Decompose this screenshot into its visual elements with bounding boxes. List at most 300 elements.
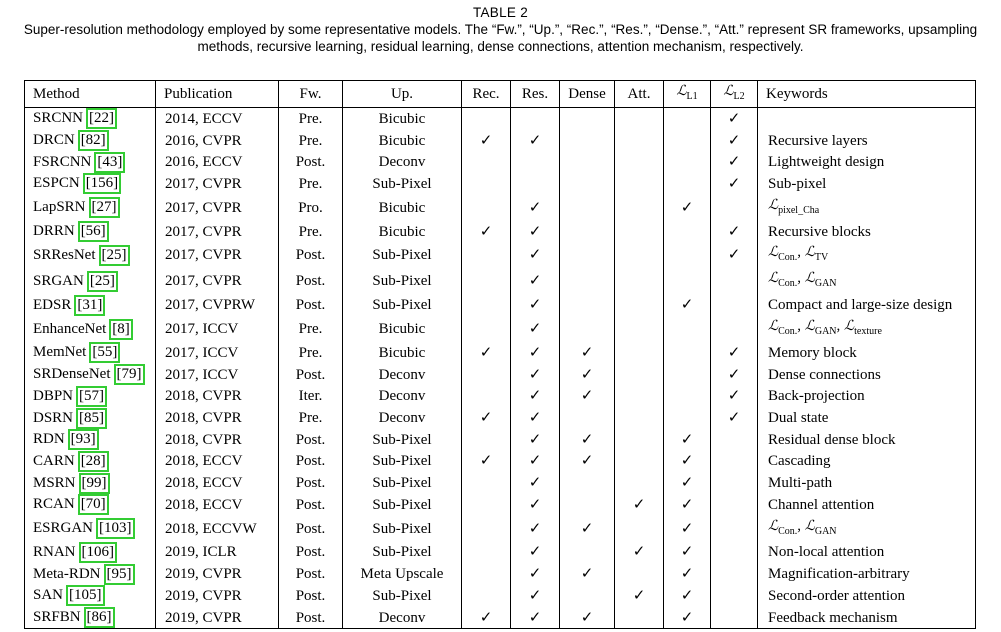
header-method: Method xyxy=(25,81,156,108)
dense-cell xyxy=(560,451,615,473)
keywords-cell xyxy=(758,316,976,342)
citation-link[interactable]: [105] xyxy=(66,585,105,606)
keywords-cell xyxy=(758,494,976,516)
citation-link[interactable]: [25] xyxy=(99,245,130,266)
citation-link[interactable]: [79] xyxy=(114,364,145,385)
keywords-cell xyxy=(758,607,976,629)
l1-cell xyxy=(664,407,711,429)
citation-link[interactable]: [156] xyxy=(83,173,122,194)
keywords-cell xyxy=(758,563,976,585)
publication-cell: 2017, CVPRW xyxy=(156,294,279,316)
publication-cell: 2019, ICLR xyxy=(156,542,279,564)
check-mark-icon: ✓ xyxy=(727,223,741,240)
method-cell xyxy=(25,173,156,195)
framework-cell: Pre. xyxy=(279,221,343,243)
table-row xyxy=(25,173,976,195)
loss-subscript: pixel_Cha xyxy=(778,204,820,216)
keyword-text: , xyxy=(797,318,805,335)
citation-link[interactable]: [57] xyxy=(76,386,107,407)
method-cell xyxy=(25,294,156,316)
keywords-cell xyxy=(758,294,976,316)
framework-cell: Iter. xyxy=(279,386,343,408)
res-cell xyxy=(511,429,560,451)
upsampling-cell: Sub-Pixel xyxy=(343,516,462,542)
att-cell xyxy=(615,221,664,243)
res-cell xyxy=(511,195,560,221)
upsampling-cell: Sub-Pixel xyxy=(343,472,462,494)
check-mark-icon: ✓ xyxy=(528,297,542,314)
loss-subscript: GAN xyxy=(814,278,837,290)
method-name: Meta-RDN xyxy=(33,565,101,582)
rec-cell xyxy=(462,494,511,516)
framework-cell: Pro. xyxy=(279,195,343,221)
l2-cell xyxy=(711,151,758,173)
check-mark-icon: ✓ xyxy=(632,587,646,604)
keywords-cell xyxy=(758,130,976,152)
rec-cell xyxy=(462,607,511,629)
att-cell xyxy=(615,563,664,585)
check-mark-icon: ✓ xyxy=(727,366,741,383)
dense-cell xyxy=(560,407,615,429)
att-cell xyxy=(615,268,664,294)
method-cell xyxy=(25,386,156,408)
check-mark-icon: ✓ xyxy=(528,132,542,149)
att-cell xyxy=(615,195,664,221)
table-row xyxy=(25,516,976,542)
framework-cell: Post. xyxy=(279,294,343,316)
keyword-text: Magnification-arbitrary xyxy=(768,566,910,583)
citation-link[interactable]: [93] xyxy=(68,429,99,450)
citation-link[interactable]: [99] xyxy=(79,473,110,494)
att-cell xyxy=(615,585,664,607)
l2-cell xyxy=(711,407,758,429)
table-row xyxy=(25,607,976,629)
rec-cell xyxy=(462,173,511,195)
framework-cell: Post. xyxy=(279,242,343,268)
citation-link[interactable]: [82] xyxy=(78,130,109,151)
citation-link[interactable]: [55] xyxy=(89,342,120,363)
citation-link[interactable]: [103] xyxy=(96,518,135,539)
method-cell xyxy=(25,151,156,173)
keyword-text: Back-projection xyxy=(768,388,865,405)
framework-cell: Pre. xyxy=(279,316,343,342)
keywords-cell xyxy=(758,151,976,173)
citation-link[interactable]: [70] xyxy=(78,494,109,515)
method-name: CARN xyxy=(33,452,75,469)
att-cell xyxy=(615,173,664,195)
l1-cell xyxy=(664,342,711,364)
rec-cell xyxy=(462,342,511,364)
dense-cell xyxy=(560,242,615,268)
loss-subscript: Con. xyxy=(778,278,798,290)
upsampling-cell: Bicubic xyxy=(343,195,462,221)
loss-symbol: ℒ xyxy=(768,196,779,213)
l2-cell xyxy=(711,221,758,243)
loss-subscript: Con. xyxy=(778,525,798,537)
l1-sub: L1 xyxy=(686,91,698,102)
keywords-cell xyxy=(758,242,976,268)
framework-cell: Pre. xyxy=(279,342,343,364)
upsampling-cell: Deconv xyxy=(343,386,462,408)
header-up: Up. xyxy=(343,81,462,108)
publication-cell: 2018, ECCV xyxy=(156,451,279,473)
att-cell xyxy=(615,130,664,152)
header-row xyxy=(25,81,976,108)
table-header xyxy=(25,81,976,108)
check-mark-icon: ✓ xyxy=(727,247,741,264)
check-mark-icon: ✓ xyxy=(632,544,646,561)
keywords-cell xyxy=(758,342,976,364)
check-mark-icon: ✓ xyxy=(528,247,542,264)
check-mark-icon: ✓ xyxy=(680,475,694,492)
rec-cell xyxy=(462,268,511,294)
check-mark-icon: ✓ xyxy=(580,520,594,537)
method-cell xyxy=(25,429,156,451)
rec-cell xyxy=(462,585,511,607)
l2-symbol: ℒ xyxy=(723,83,734,99)
table-row xyxy=(25,407,976,429)
upsampling-cell: Deconv xyxy=(343,151,462,173)
keyword-text: Lightweight design xyxy=(768,154,885,171)
check-mark-icon: ✓ xyxy=(479,132,493,149)
keywords-cell xyxy=(758,173,976,195)
loss-subscript: texture xyxy=(854,326,882,338)
publication-cell: 2017, ICCV xyxy=(156,316,279,342)
keyword-text: Memory block xyxy=(768,344,857,361)
l1-cell xyxy=(664,268,711,294)
header-dense: Dense xyxy=(560,81,615,108)
check-mark-icon: ✓ xyxy=(528,410,542,427)
l2-cell xyxy=(711,585,758,607)
citation-link[interactable]: [31] xyxy=(74,295,105,316)
citation-link[interactable]: [22] xyxy=(86,108,117,129)
loss-symbol: ℒ xyxy=(804,270,815,287)
l1-cell xyxy=(664,542,711,564)
table-row xyxy=(25,342,976,364)
method-name: RNAN xyxy=(33,543,76,560)
l2-cell xyxy=(711,494,758,516)
publication-cell: 2019, CVPR xyxy=(156,607,279,629)
publication-cell: 2017, CVPR xyxy=(156,173,279,195)
header-fw: Fw. xyxy=(279,81,343,108)
citation-link[interactable]: [85] xyxy=(76,408,107,429)
rec-cell xyxy=(462,151,511,173)
keywords-cell xyxy=(758,542,976,564)
header-l1 xyxy=(664,81,711,108)
loss-symbol: ℒ xyxy=(768,517,779,534)
l2-cell xyxy=(711,607,758,629)
method-cell xyxy=(25,364,156,386)
citation-link[interactable]: [8] xyxy=(109,319,133,340)
table-row xyxy=(25,242,976,268)
method-name: SRResNet xyxy=(33,246,96,263)
res-cell xyxy=(511,130,560,152)
loss-subscript: Con. xyxy=(778,326,798,338)
upsampling-cell: Sub-Pixel xyxy=(343,429,462,451)
res-cell xyxy=(511,451,560,473)
check-mark-icon: ✓ xyxy=(479,609,493,626)
method-name: RDN xyxy=(33,431,65,448)
citation-link[interactable]: [86] xyxy=(84,607,115,628)
method-cell xyxy=(25,342,156,364)
keyword-text: Residual dense block xyxy=(768,431,896,448)
table-body xyxy=(25,108,976,629)
table-row xyxy=(25,585,976,607)
res-cell xyxy=(511,563,560,585)
check-mark-icon: ✓ xyxy=(680,520,694,537)
table-row xyxy=(25,429,976,451)
l2-cell xyxy=(711,242,758,268)
method-cell xyxy=(25,407,156,429)
framework-cell: Post. xyxy=(279,494,343,516)
check-mark-icon: ✓ xyxy=(528,388,542,405)
res-cell xyxy=(511,316,560,342)
method-cell xyxy=(25,108,156,130)
loss-subscript: TV xyxy=(814,252,829,264)
l1-cell xyxy=(664,195,711,221)
check-mark-icon: ✓ xyxy=(528,475,542,492)
upsampling-cell: Bicubic xyxy=(343,130,462,152)
att-cell xyxy=(615,294,664,316)
upsampling-cell: Sub-Pixel xyxy=(343,242,462,268)
att-cell xyxy=(615,429,664,451)
method-cell xyxy=(25,472,156,494)
check-mark-icon: ✓ xyxy=(680,566,694,583)
citation-link[interactable]: [25] xyxy=(87,271,118,292)
res-cell xyxy=(511,294,560,316)
loss-symbol: ℒ xyxy=(804,244,815,261)
l2-cell xyxy=(711,173,758,195)
upsampling-cell: Bicubic xyxy=(343,342,462,364)
keywords-cell xyxy=(758,407,976,429)
check-mark-icon: ✓ xyxy=(680,587,694,604)
l2-cell xyxy=(711,364,758,386)
rec-cell xyxy=(462,386,511,408)
check-mark-icon: ✓ xyxy=(528,544,542,561)
keywords-cell xyxy=(758,429,976,451)
check-mark-icon: ✓ xyxy=(680,544,694,561)
dense-cell xyxy=(560,151,615,173)
loss-symbol: ℒ xyxy=(804,318,815,335)
dense-cell xyxy=(560,108,615,130)
citation-link[interactable]: [56] xyxy=(78,221,109,242)
table-row xyxy=(25,130,976,152)
rec-cell xyxy=(462,516,511,542)
loss-subscript: GAN xyxy=(814,326,837,338)
check-mark-icon: ✓ xyxy=(680,496,694,513)
att-cell xyxy=(615,494,664,516)
publication-cell: 2018, ECCVW xyxy=(156,516,279,542)
method-name: DSRN xyxy=(33,409,74,426)
upsampling-cell: Sub-Pixel xyxy=(343,585,462,607)
l1-cell xyxy=(664,429,711,451)
l1-cell xyxy=(664,494,711,516)
l1-cell xyxy=(664,130,711,152)
table-row xyxy=(25,294,976,316)
rec-cell xyxy=(462,195,511,221)
citation-link[interactable]: [95] xyxy=(104,564,135,585)
loss-symbol: ℒ xyxy=(844,318,855,335)
res-cell xyxy=(511,268,560,294)
l1-cell xyxy=(664,607,711,629)
header-att: Att. xyxy=(615,81,664,108)
publication-cell: 2017, CVPR xyxy=(156,195,279,221)
citation-link[interactable]: [27] xyxy=(89,197,120,218)
keywords-cell xyxy=(758,268,976,294)
keywords-cell xyxy=(758,195,976,221)
framework-cell: Post. xyxy=(279,516,343,542)
att-cell xyxy=(615,451,664,473)
table-row xyxy=(25,542,976,564)
l2-cell xyxy=(711,516,758,542)
rec-cell xyxy=(462,294,511,316)
upsampling-cell: Sub-Pixel xyxy=(343,173,462,195)
method-name: DBPN xyxy=(33,387,74,404)
l2-cell xyxy=(711,563,758,585)
keyword-text: , xyxy=(797,244,805,261)
methodology-table xyxy=(24,80,976,629)
method-name: ESRGAN xyxy=(33,520,94,537)
framework-cell: Pre. xyxy=(279,130,343,152)
dense-cell xyxy=(560,195,615,221)
keyword-text: , xyxy=(797,270,805,287)
framework-cell: Pre. xyxy=(279,173,343,195)
res-cell xyxy=(511,494,560,516)
upsampling-cell: Sub-Pixel xyxy=(343,294,462,316)
keyword-text: Dual state xyxy=(768,410,829,427)
method-name: SRCNN xyxy=(33,110,84,127)
l2-cell xyxy=(711,195,758,221)
table-row xyxy=(25,563,976,585)
method-name: RCAN xyxy=(33,496,75,513)
l1-cell xyxy=(664,316,711,342)
publication-cell: 2019, CVPR xyxy=(156,563,279,585)
method-cell xyxy=(25,195,156,221)
dense-cell xyxy=(560,386,615,408)
table-row xyxy=(25,364,976,386)
res-cell xyxy=(511,364,560,386)
res-cell xyxy=(511,242,560,268)
l2-cell xyxy=(711,429,758,451)
table-row xyxy=(25,221,976,243)
att-cell xyxy=(615,364,664,386)
l1-cell xyxy=(664,294,711,316)
check-mark-icon: ✓ xyxy=(580,609,594,626)
l1-cell xyxy=(664,386,711,408)
keyword-text: Compact and large-size design xyxy=(768,297,953,314)
check-mark-icon: ✓ xyxy=(680,453,694,470)
att-cell xyxy=(615,386,664,408)
method-cell xyxy=(25,130,156,152)
method-cell xyxy=(25,585,156,607)
publication-cell: 2017, CVPR xyxy=(156,242,279,268)
att-cell xyxy=(615,542,664,564)
citation-link[interactable]: [28] xyxy=(78,451,109,472)
header-l2 xyxy=(711,81,758,108)
method-cell xyxy=(25,516,156,542)
caption-text: Super-resolution methodology employed by some representative models. The “Fw.”, “Up.”, “Rec.”, “Res.”, “Dense.”, “Att.” represent SR frameworks, upsampling methods, recursive learning, residual learning, dense connections, attention mechanism, respectively. xyxy=(23,22,978,54)
citation-link[interactable]: [43] xyxy=(94,152,125,173)
res-cell xyxy=(511,173,560,195)
method-name: EnhanceNet xyxy=(33,320,107,337)
publication-cell: 2018, CVPR xyxy=(156,386,279,408)
rec-cell xyxy=(462,221,511,243)
citation-link[interactable]: [106] xyxy=(79,542,118,563)
check-mark-icon: ✓ xyxy=(580,566,594,583)
table-row xyxy=(25,268,976,294)
publication-cell: 2016, CVPR xyxy=(156,130,279,152)
rec-cell xyxy=(462,130,511,152)
upsampling-cell: Sub-Pixel xyxy=(343,494,462,516)
res-cell xyxy=(511,221,560,243)
table-row xyxy=(25,386,976,408)
keyword-text: , xyxy=(797,517,805,534)
check-mark-icon: ✓ xyxy=(528,496,542,513)
l2-cell xyxy=(711,386,758,408)
rec-cell xyxy=(462,364,511,386)
keywords-cell xyxy=(758,221,976,243)
l2-cell xyxy=(711,542,758,564)
dense-cell xyxy=(560,585,615,607)
table-label: TABLE 2 xyxy=(472,5,529,20)
res-cell xyxy=(511,516,560,542)
l1-cell xyxy=(664,108,711,130)
method-cell xyxy=(25,563,156,585)
att-cell xyxy=(615,607,664,629)
check-mark-icon: ✓ xyxy=(528,453,542,470)
keyword-text: Multi-path xyxy=(768,475,833,492)
check-mark-icon: ✓ xyxy=(528,587,542,604)
rec-cell xyxy=(462,451,511,473)
keyword-text: Sub-pixel xyxy=(768,175,827,192)
dense-cell xyxy=(560,173,615,195)
l2-cell xyxy=(711,472,758,494)
framework-cell: Post. xyxy=(279,451,343,473)
publication-cell: 2018, CVPR xyxy=(156,429,279,451)
dense-cell xyxy=(560,130,615,152)
l2-cell xyxy=(711,268,758,294)
header-rec: Rec. xyxy=(462,81,511,108)
rec-cell xyxy=(462,242,511,268)
dense-cell xyxy=(560,516,615,542)
header-publication: Publication xyxy=(156,81,279,108)
l1-cell xyxy=(664,585,711,607)
att-cell xyxy=(615,242,664,268)
publication-cell: 2017, ICCV xyxy=(156,342,279,364)
loss-subscript: GAN xyxy=(814,525,837,537)
table-row xyxy=(25,316,976,342)
check-mark-icon: ✓ xyxy=(479,453,493,470)
upsampling-cell: Deconv xyxy=(343,407,462,429)
l1-cell xyxy=(664,451,711,473)
loss-symbol: ℒ xyxy=(768,270,779,287)
publication-cell: 2019, CVPR xyxy=(156,585,279,607)
method-cell xyxy=(25,242,156,268)
keywords-cell xyxy=(758,108,976,130)
keyword-text: Cascading xyxy=(768,453,831,470)
check-mark-icon: ✓ xyxy=(479,223,493,240)
dense-cell xyxy=(560,607,615,629)
l1-cell xyxy=(664,151,711,173)
check-mark-icon: ✓ xyxy=(680,609,694,626)
framework-cell: Post. xyxy=(279,585,343,607)
att-cell xyxy=(615,342,664,364)
upsampling-cell: Meta Upscale xyxy=(343,563,462,585)
loss-symbol: ℒ xyxy=(768,318,779,335)
check-mark-icon: ✓ xyxy=(479,410,493,427)
keyword-text: Feedback mechanism xyxy=(768,609,898,626)
l1-cell xyxy=(664,516,711,542)
